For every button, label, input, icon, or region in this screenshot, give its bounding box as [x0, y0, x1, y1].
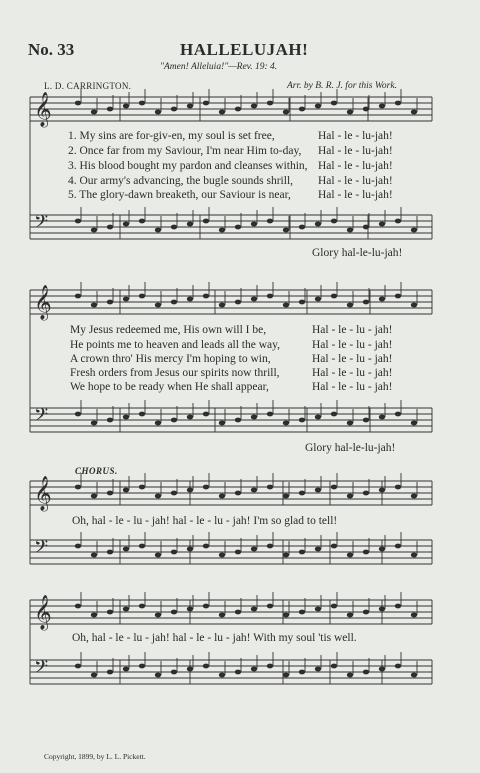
bass-clef-icon: 𝄢: [34, 212, 49, 237]
hymn-number: No. 33: [28, 40, 75, 59]
bass-clef-icon: 𝄢: [34, 537, 49, 562]
treble-staff: [30, 282, 432, 314]
verse-line: He points me to heaven and leads all the way,: [70, 339, 281, 351]
bass-lyric: Glory hal-le-lu-jah!: [305, 442, 396, 454]
verse-refrain: Hal - le - lu - jah!: [312, 339, 393, 351]
verse-refrain: Hal - le - lu-jah!: [318, 145, 393, 157]
bass-staff: [30, 532, 432, 564]
verse-line: We hope to be ready when He shall appear,: [70, 381, 269, 393]
author-credit: L. D. CARRINGTON.: [44, 81, 132, 91]
copyright-notice: Copyright, 1899, by L. L. Pickett.: [44, 752, 146, 761]
verse-refrain: Hal - le - lu - jah!: [312, 353, 393, 365]
verse-refrain: Hal - le - lu-jah!: [318, 175, 393, 187]
chorus-lyric-line: Oh, hal - le - lu - jah! hal - le - lu - jah! I'm so glad to tell!: [72, 515, 338, 527]
treble-staff: [30, 473, 432, 505]
bass-staff: [30, 652, 432, 684]
treble-clef-icon: 𝄞: [34, 285, 52, 320]
chorus-label: CHORUS.: [75, 466, 118, 476]
verse-line: Fresh orders from Jesus our spirits now thrill,: [70, 367, 280, 379]
verse-line: 1. My sins are for-giv-en, my soul is set free,: [68, 130, 275, 142]
scripture-epigraph: "Amen! Alleluia!"—Rev. 19: 4.: [160, 62, 278, 72]
arranger-credit: Arr. by B. R. J. for this Work.: [287, 81, 397, 91]
treble-staff: [30, 592, 432, 624]
bass-clef-icon: 𝄢: [34, 405, 49, 430]
treble-clef-icon: 𝄞: [34, 92, 52, 127]
bass-lyric: Glory hal-le-lu-jah!: [312, 247, 403, 259]
verse-refrain: Hal - le - lu-jah!: [318, 160, 393, 172]
verse-refrain: Hal - le - lu-jah!: [318, 189, 393, 201]
verse-refrain: Hal - le - lu - jah!: [312, 367, 393, 379]
bass-staff: [30, 207, 432, 239]
verse-refrain: Hal - le - lu-jah!: [318, 130, 393, 142]
hymn-title: HALLELUJAH!: [180, 40, 309, 59]
verse-line: 5. The glory-dawn breaketh, our Saviour is near,: [68, 189, 291, 201]
verse-refrain: Hal - le - lu - jah!: [312, 381, 393, 393]
chorus-lyric-line: Oh, hal - le - lu - jah! hal - le - lu - jah! With my soul 'tis well.: [72, 632, 357, 644]
treble-clef-icon: 𝄞: [34, 595, 52, 630]
bass-staff: [30, 400, 432, 432]
verse-line: 4. Our army's advancing, the bugle sounds shrill,: [68, 175, 294, 187]
verse-line: My Jesus redeemed me, His own will I be,: [70, 324, 267, 336]
verse-refrain: Hal - le - lu - jah!: [312, 324, 393, 336]
treble-staff: [30, 89, 432, 121]
verse-line: 3. His blood bought my pardon and cleanses within,: [68, 160, 308, 172]
bass-clef-icon: 𝄢: [34, 657, 49, 682]
verse-line: A crown thro' His mercy I'm hoping to win,: [70, 353, 271, 365]
treble-clef-icon: 𝄞: [34, 476, 52, 511]
verse-line: 2. Once far from my Saviour, I'm near Him to-day,: [68, 145, 302, 157]
